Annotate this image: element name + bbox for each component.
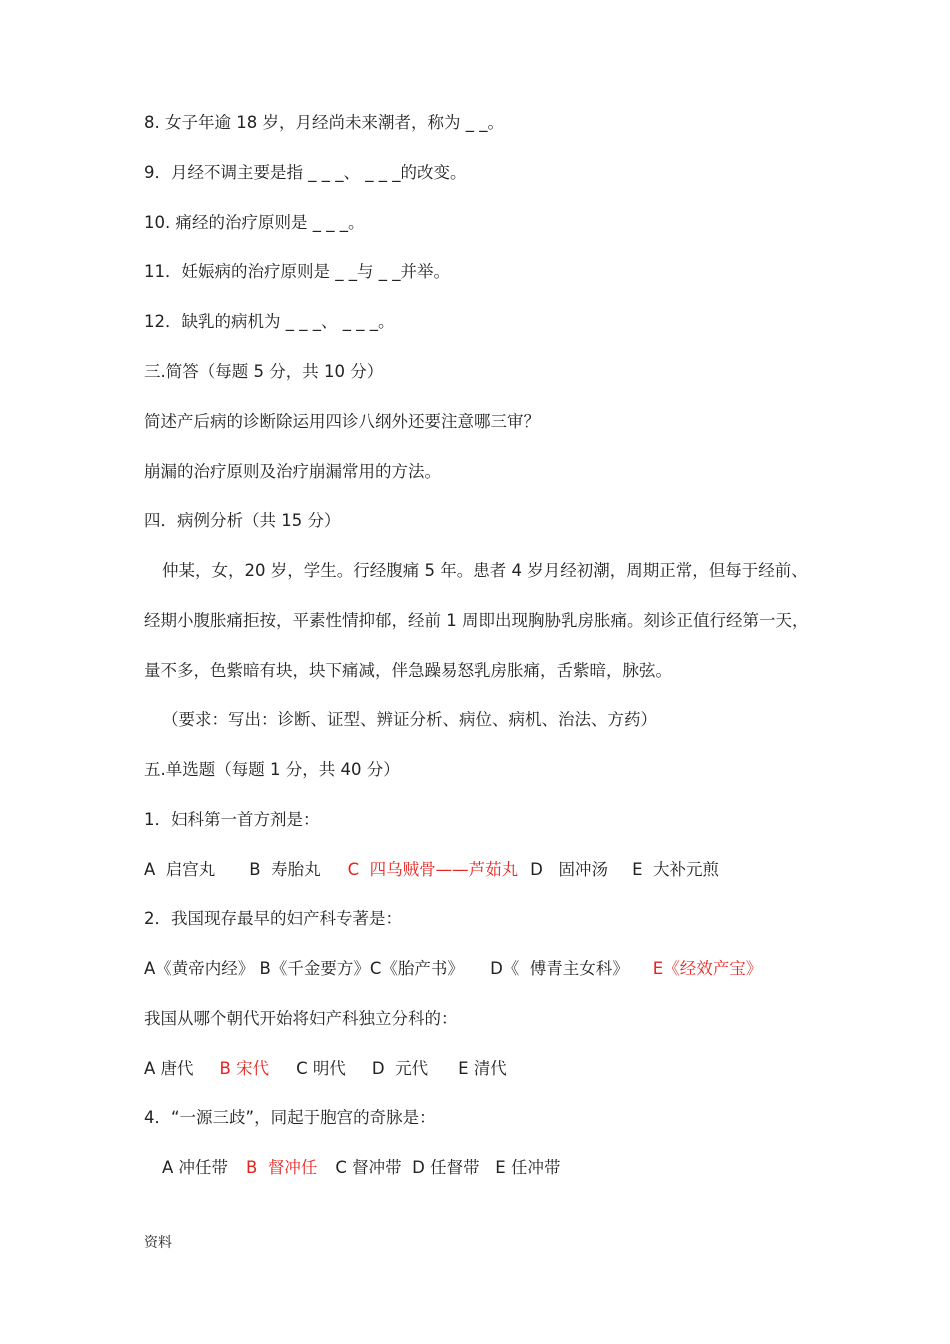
mcq-1-option-e: E 大补元煎 — [632, 860, 719, 879]
mcq-3-option-d: D 元代 — [371, 1059, 429, 1078]
section5-title: 五.单选题（每题 1 分，共 40 分） — [144, 760, 400, 779]
mcq-1-option-d: D 固冲汤 — [530, 860, 609, 879]
fill-question-9: 9．月经不调主要是指 _ _ _、 _ _ _的改变。 — [144, 163, 467, 182]
mcq-2-options — [144, 958, 762, 980]
fill-question-11: 11．妊娠病的治疗原则是 _ _与 _ _并举。 — [144, 262, 450, 281]
mcq-2-option-e-answer: E《经效产宝》 — [652, 959, 763, 978]
mcq-1-option-b: B 寿胎丸 — [249, 860, 321, 879]
mcq-1-options — [144, 859, 719, 881]
fill-question-8: 8. 女子年逾 18 岁，月经尚未来潮者，称为 _ _。 — [144, 113, 504, 132]
case-text-line-2: 经期小腹胀痛拒按，平素性情抑郁，经前 1 周即出现胸胁乳房胀痛。刻诊正值行经第一天， — [144, 611, 809, 630]
case-text-line-1: 仲某，女，20 岁，学生。行经腹痛 5 年。患者 4 岁月经初潮，周期正常，但每于经前、 — [162, 561, 808, 580]
mcq-4-stem: 4．“一源三歧”，同起于胞宫的奇脉是： — [144, 1108, 436, 1127]
footer-label: 资料 — [144, 1235, 172, 1251]
mcq-3-option-a: A 唐代 — [144, 1059, 194, 1078]
mcq-2-stem: 2．我国现存最早的妇产科专著是： — [144, 909, 402, 928]
mcq-3-options — [144, 1058, 507, 1080]
fill-question-12: 12．缺乳的病机为 _ _ _、 _ _ _。 — [144, 312, 395, 331]
section4-title: 四．病例分析（共 15 分） — [144, 511, 341, 530]
case-text-line-3: 量不多，色紫暗有块，块下痛减，伴急躁易怒乳房胀痛，舌紫暗，脉弦。 — [144, 661, 672, 680]
mcq-3-option-b-answer: B 宋代 — [219, 1059, 270, 1078]
mcq-3-option-e: E 清代 — [458, 1059, 507, 1078]
mcq-3-option-c: C 明代 — [296, 1059, 346, 1078]
section3-title: 三.简答（每题 5 分，共 10 分） — [144, 362, 384, 381]
mcq-3-stem: 我国从哪个朝代开始将妇产科独立分科的： — [144, 1009, 458, 1028]
mcq-1-option-c-answer: C 四乌贼骨——芦茹丸 — [347, 860, 519, 879]
mcq-4-option-b-answer: B 督冲任 — [246, 1158, 318, 1177]
mcq-4-options-c-to-e: C 督冲带 D 任督带 E 任冲带 — [335, 1158, 561, 1177]
mcq-4-options — [162, 1157, 560, 1179]
mcq-1-option-a: A 启宫丸 — [144, 860, 216, 879]
fill-question-10: 10. 痛经的治疗原则是 _ _ _。 — [144, 213, 365, 232]
short-answer-question-1: 简述产后病的诊断除运用四诊八纲外还要注意哪三审？ — [144, 412, 540, 431]
mcq-4-option-a: A 冲任带 — [162, 1158, 229, 1177]
mcq-1-stem: 1．妇科第一首方剂是： — [144, 810, 320, 829]
case-requirement: （要求：写出：诊断、证型、辨证分析、病位、病机、治法、方药） — [162, 710, 657, 729]
short-answer-question-2: 崩漏的治疗原则及治疗崩漏常用的方法。 — [144, 462, 441, 481]
mcq-2-options-a-to-d: A《黄帝内经》 B《千金要方》C《胎产书》 D《 傅青主女科》 — [144, 959, 629, 978]
